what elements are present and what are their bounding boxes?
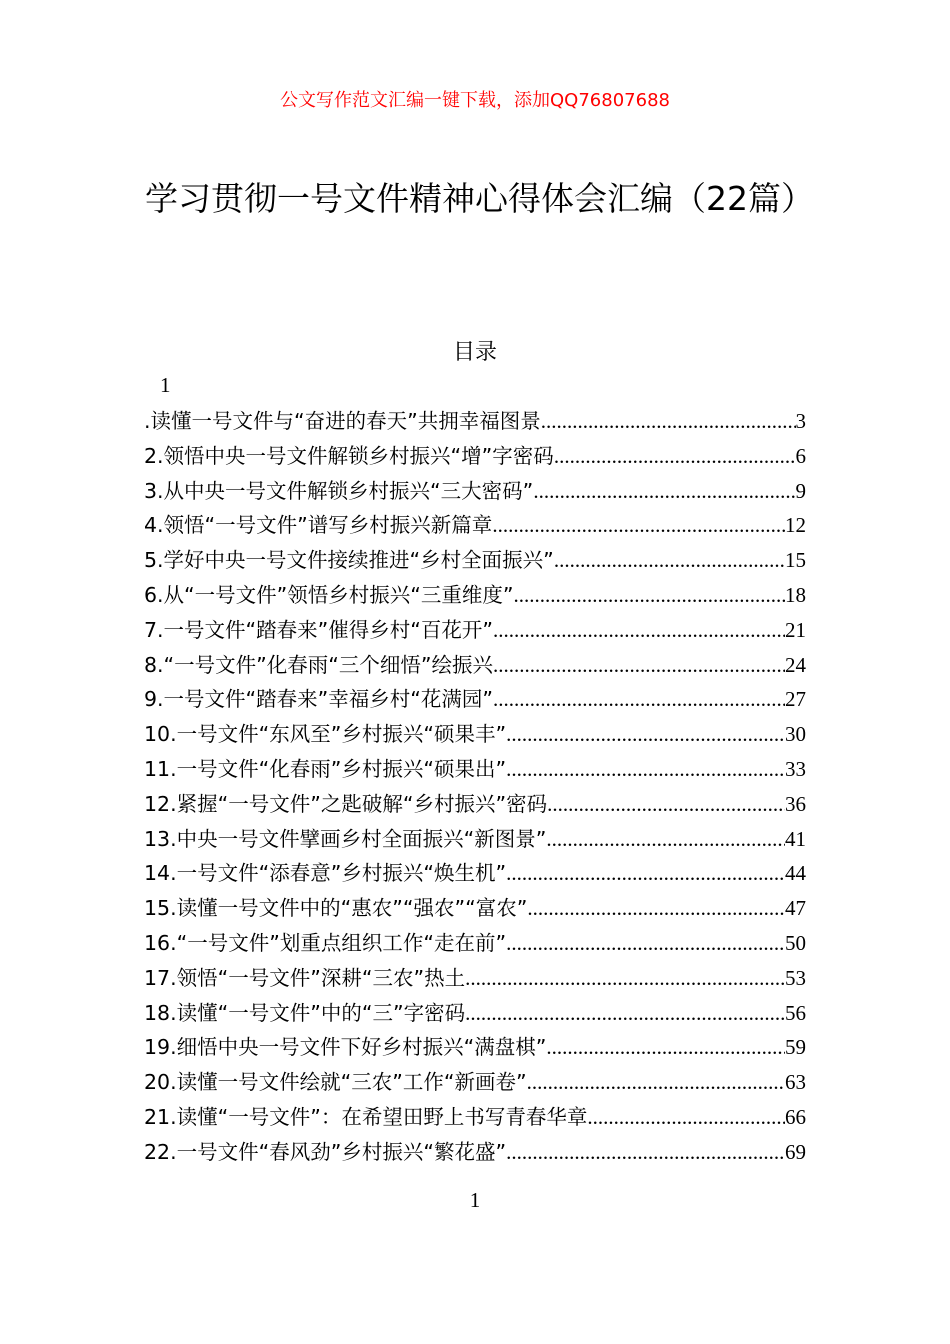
toc-entry-page: 69 — [785, 1139, 806, 1164]
toc-entry[interactable] — [144, 439, 806, 474]
toc-entry-title: 5.学好中央一号文件接续推进“乡村全面振兴” — [144, 548, 554, 573]
toc-entry[interactable] — [144, 1065, 806, 1100]
toc-entry-page: 50 — [785, 930, 806, 955]
toc-leader-dots — [506, 926, 785, 961]
toc-entry-page: 15 — [785, 548, 806, 573]
toc-entry[interactable] — [144, 996, 806, 1031]
toc-entry-title: 13.中央一号文件擘画乡村全面振兴“新图景” — [144, 826, 547, 851]
toc-leader-dots — [506, 856, 785, 891]
toc-entry-page: 66 — [785, 1104, 806, 1129]
toc-leader-dots — [546, 822, 785, 857]
toc-entry-title: 8.“一号文件”化春雨“三个细悟”绘振兴 — [144, 652, 494, 677]
toc-entry-title: 16.“一号文件”划重点组织工作“走在前” — [144, 930, 507, 955]
toc-entry[interactable] — [144, 682, 806, 717]
toc-entry[interactable] — [144, 474, 806, 509]
toc-entry-title: 19.细悟中央一号文件下好乡村振兴“满盘棋” — [144, 1035, 547, 1060]
toc-leader-dots — [587, 1100, 785, 1135]
toc-entry[interactable] — [144, 822, 806, 857]
toc-entry-page: 9 — [795, 478, 806, 503]
toc-leader-dots — [527, 891, 785, 926]
toc-entry-page: 27 — [785, 687, 806, 712]
toc-entry[interactable] — [144, 926, 806, 961]
toc-first-item-number: 1 — [160, 373, 171, 397]
toc-leader-dots — [493, 613, 785, 648]
toc-leader-dots — [554, 543, 785, 578]
toc-leader-dots — [465, 996, 785, 1031]
toc-entry-page: 56 — [785, 1000, 806, 1025]
toc-entry-page: 41 — [785, 826, 806, 851]
toc-entry[interactable] — [144, 891, 806, 926]
toc-entry[interactable] — [144, 508, 806, 543]
toc-entry-page: 30 — [785, 722, 806, 747]
toc-entry-title: 20.读懂一号文件绘就“三农”工作“新画卷” — [144, 1070, 527, 1095]
toc-leader-dots — [546, 1030, 785, 1065]
toc-entry[interactable] — [144, 961, 806, 996]
toc-entry-title: 6.从“一号文件”领悟乡村振兴“三重维度” — [144, 582, 514, 607]
toc-entry-title: .读懂一号文件与“奋进的春天”共拥幸福图景 — [144, 409, 541, 433]
toc-entry-title: 14.一号文件“添春意”乡村振兴“焕生机” — [144, 861, 507, 886]
toc-entry-title: 10.一号文件“东风至”乡村振兴“硕果丰” — [144, 722, 507, 747]
toc-entry-title: 3.从中央一号文件解锁乡村振兴“三大密码” — [144, 478, 534, 503]
toc-leader-dots — [514, 578, 785, 613]
toc-entry[interactable] — [144, 1030, 806, 1065]
toc-entry-title: 17.领悟“一号文件”深耕“三农”热土 — [144, 965, 466, 990]
toc-leader-dots — [493, 682, 785, 717]
header-download-note: 公文写作范文汇编一键下载，添加QQ76807688 — [280, 90, 670, 111]
toc-entry[interactable] — [144, 752, 806, 787]
toc-entry-page: 44 — [785, 861, 806, 886]
toc-entry-page: 6 — [795, 443, 806, 468]
toc-entry-title: 21.读懂“一号文件”：在希望田野上书写青春华章 — [144, 1104, 588, 1129]
toc-entry-title: 15.读懂一号文件中的“惠农”“强农”“富农” — [144, 896, 528, 921]
toc-leader-dots — [554, 439, 796, 474]
toc-entry[interactable] — [144, 787, 806, 822]
toc-entry-page: 12 — [785, 513, 806, 538]
toc-heading: 目录 — [452, 340, 497, 365]
toc-entry-title: 2.领悟中央一号文件解锁乡村振兴“增”字密码 — [144, 443, 554, 468]
toc-entry[interactable] — [144, 717, 806, 752]
table-of-contents — [144, 404, 806, 1170]
toc-entry-page: 18 — [785, 582, 806, 607]
toc-entry-page: 53 — [785, 965, 806, 990]
toc-leader-dots — [506, 1135, 785, 1170]
toc-leader-dots — [533, 474, 795, 509]
toc-entry-page: 47 — [785, 896, 806, 921]
toc-leader-dots — [527, 1065, 785, 1100]
toc-entry[interactable] — [144, 1100, 806, 1135]
toc-entry-page: 63 — [785, 1070, 806, 1095]
toc-entry-title: 7.一号文件“踏春来”催得乡村“百花开” — [144, 617, 494, 642]
toc-entry-title: 4.领悟“一号文件”谱写乡村振兴新篇章 — [144, 513, 493, 538]
toc-leader-dots — [506, 752, 785, 787]
toc-entry[interactable] — [144, 578, 806, 613]
toc-entry-title: 18.读懂“一号文件”中的“三”字密码 — [144, 1000, 466, 1025]
toc-entry-page: 3 — [795, 409, 806, 433]
toc-leader-dots — [492, 508, 785, 543]
toc-entry[interactable] — [144, 613, 806, 648]
toc-entry-page: 21 — [785, 617, 806, 642]
toc-entry-title: 11.一号文件“化春雨”乡村振兴“硕果出” — [144, 756, 507, 781]
toc-entry[interactable] — [144, 648, 806, 683]
toc-leader-dots — [547, 787, 785, 822]
toc-entry[interactable] — [144, 1135, 806, 1170]
toc-leader-dots — [465, 961, 785, 996]
toc-entry-page: 33 — [785, 756, 806, 781]
toc-leader-dots — [506, 717, 785, 752]
toc-leader-dots — [541, 404, 796, 439]
toc-entry-title: 9.一号文件“踏春来”幸福乡村“花满园” — [144, 687, 494, 712]
toc-entry[interactable] — [144, 404, 806, 439]
toc-entry-title: 22.一号文件“春风劲”乡村振兴“繁花盛” — [144, 1139, 507, 1164]
toc-entry-page: 24 — [785, 652, 806, 677]
toc-entry-page: 36 — [785, 791, 806, 816]
toc-entry[interactable] — [144, 856, 806, 891]
page-number: 1 — [469, 1188, 481, 1212]
toc-entry-title: 12.紧握“一号文件”之匙破解“乡村振兴”密码 — [144, 791, 548, 816]
toc-entry[interactable] — [144, 543, 806, 578]
toc-leader-dots — [493, 648, 785, 683]
toc-entry-page: 59 — [785, 1035, 806, 1060]
document-title: 学习贯彻一号文件精神心得体会汇编（22篇） — [145, 179, 814, 218]
